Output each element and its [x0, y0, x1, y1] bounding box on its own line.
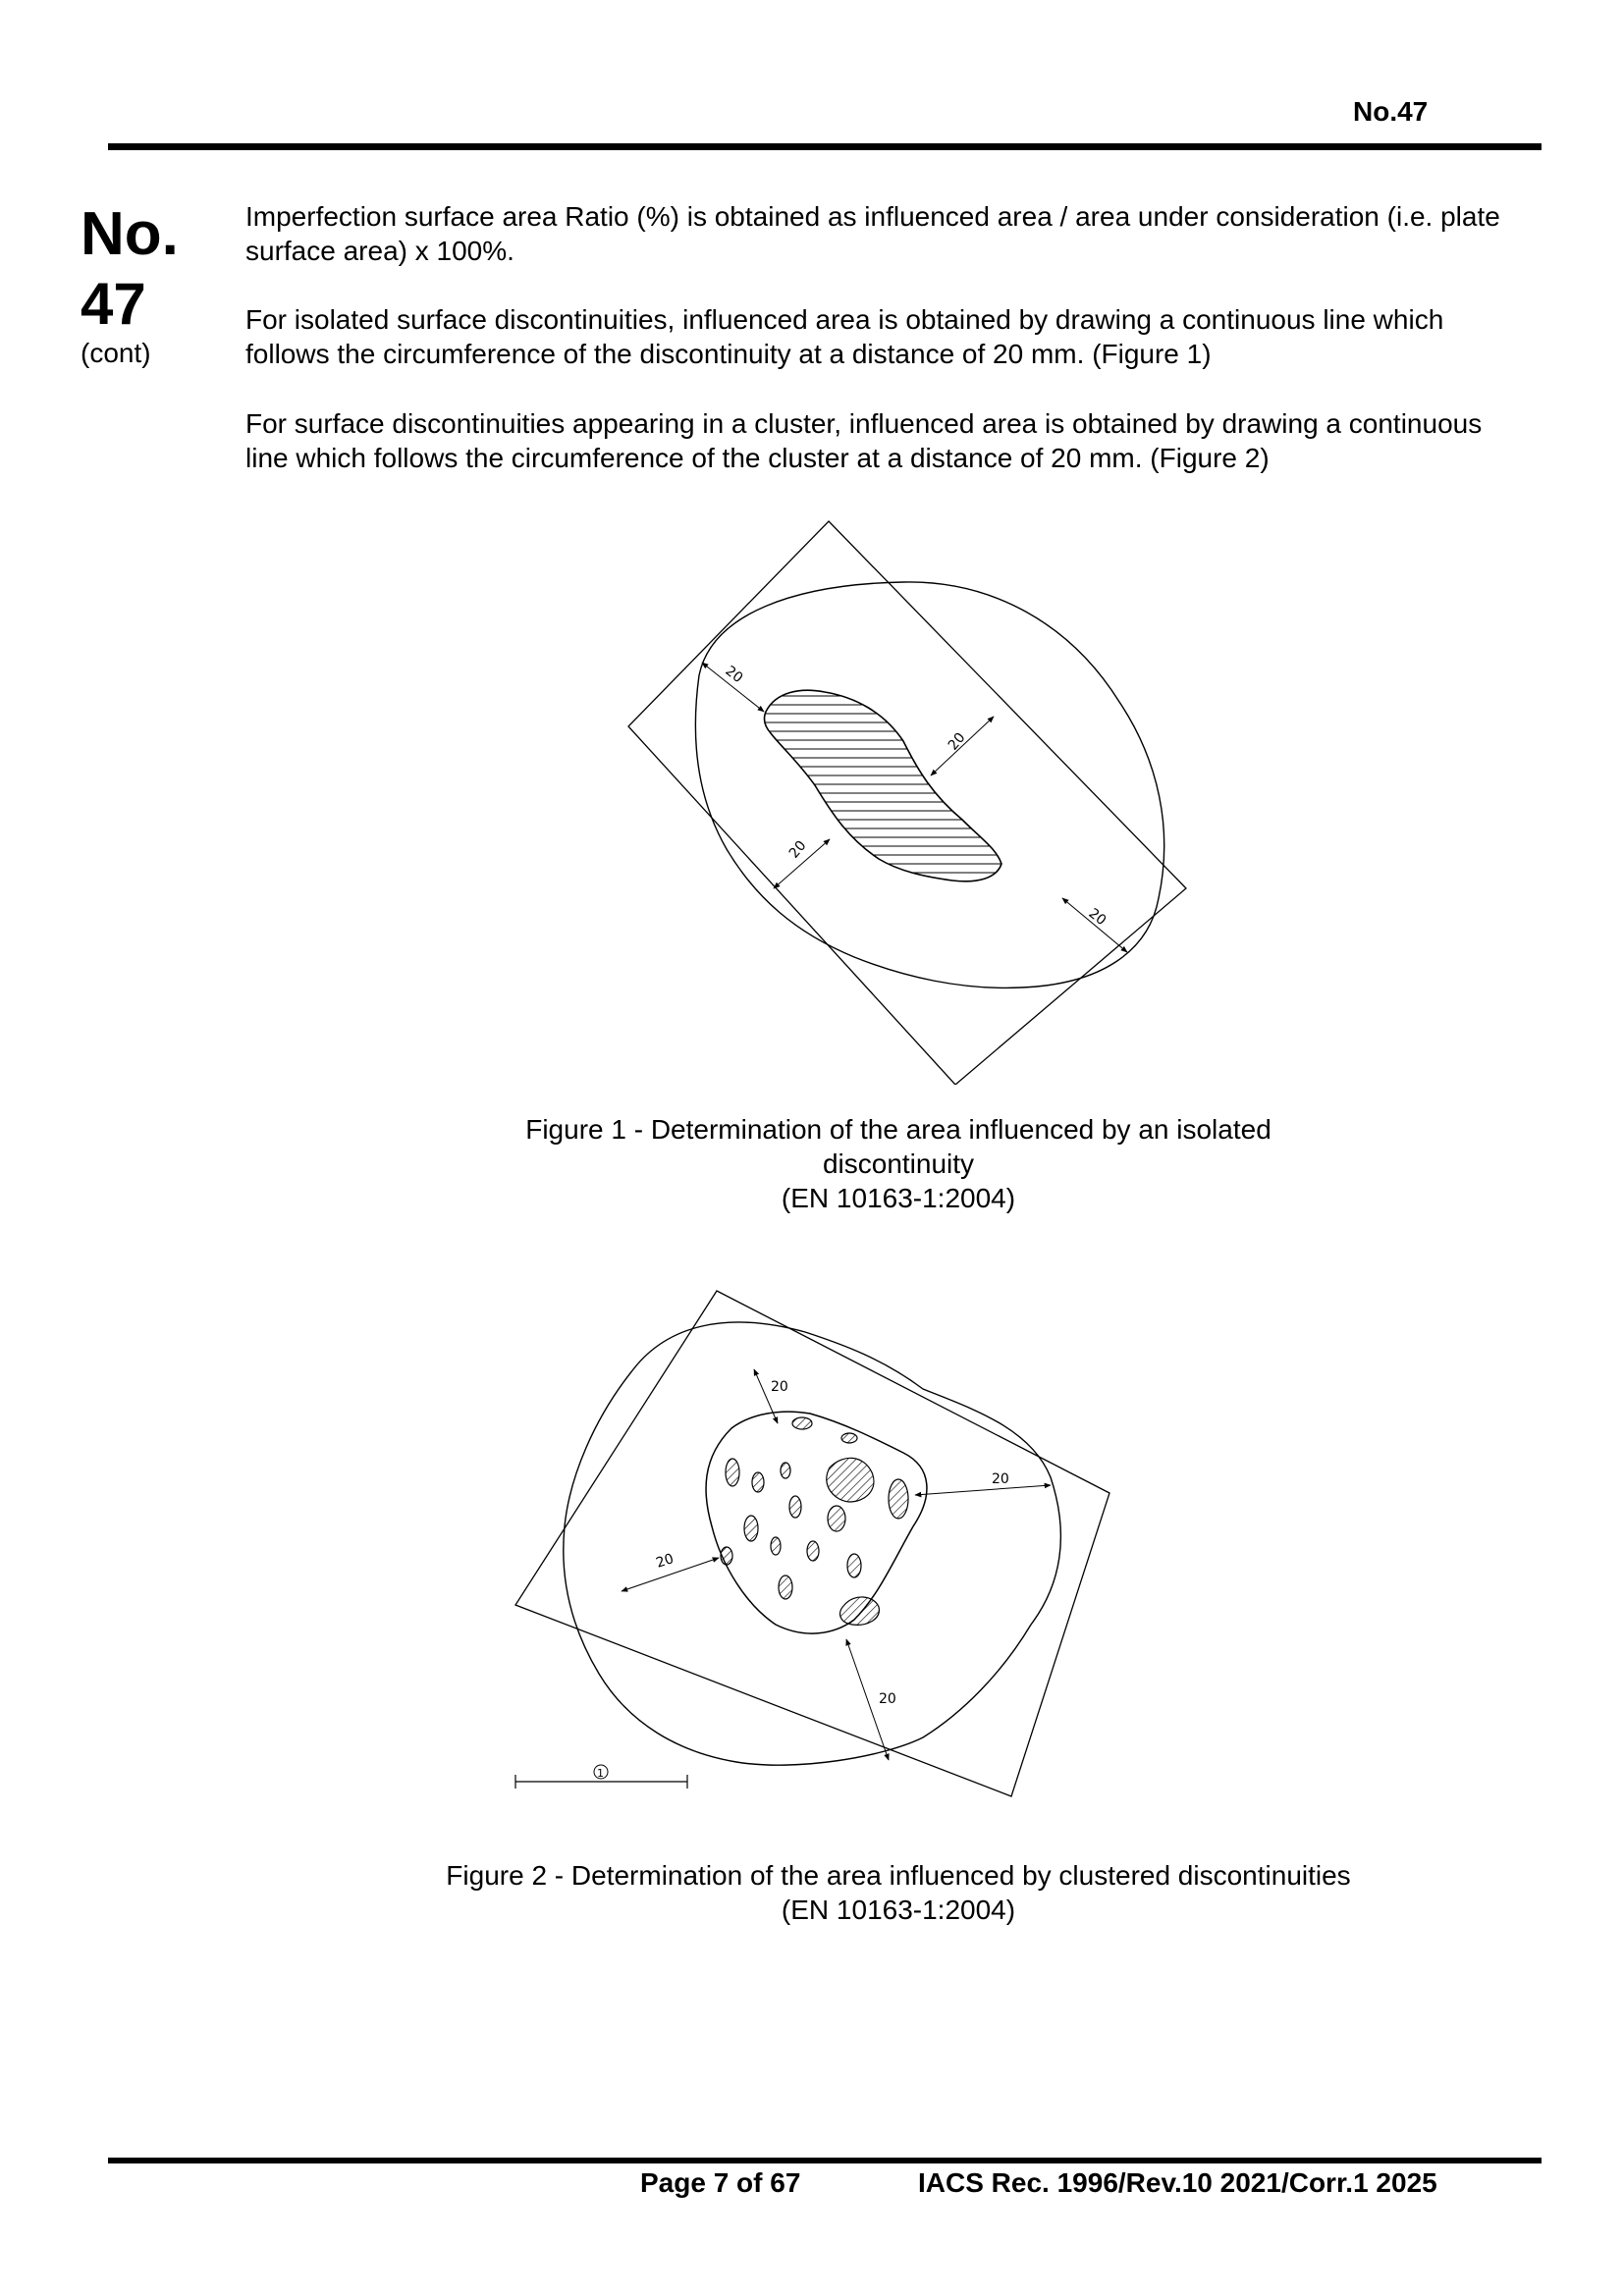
sidebar-no: No.: [81, 200, 179, 268]
figure-2-dimension-right: [915, 1485, 1051, 1495]
sidebar-number: 47: [81, 271, 146, 337]
figure-2-dimension-label: 20: [654, 1551, 676, 1572]
figure-2-discontinuity-spot: [807, 1541, 819, 1561]
figure-2-discontinuity-spot: [744, 1516, 758, 1541]
figure-1-dimension-label: 20: [1085, 905, 1109, 930]
figure-2-diagram: [501, 1281, 1139, 1811]
figure-1-dimension-label: 20: [785, 837, 810, 862]
figure-2-discontinuity-spot: [828, 1506, 845, 1531]
figure-2-discontinuity-spot: [781, 1463, 790, 1478]
figure-2-discontinuity-spot: [889, 1479, 908, 1519]
figure-2-discontinuity-spot: [752, 1472, 764, 1492]
figure-2-discontinuity-spot: [726, 1459, 739, 1486]
figure-2-cluster-boundary: [706, 1412, 927, 1633]
footer-rule: [108, 2158, 1542, 2163]
figure-2-dimension-label: 20: [771, 1379, 788, 1395]
paragraph-cluster: For surface discontinuities appearing in a cluster, influenced area is obtained by drawing a continuous line which follows the circumference of the cluster at a distance of 20 mm. (Figure 2): [245, 408, 1483, 473]
figure-1-caption-line: Figure 1 - Determination of the area influenced by an isolated: [525, 1114, 1271, 1145]
figure-2-discontinuity-spot: [721, 1547, 732, 1565]
footer-page-number: Page 7 of 67: [640, 2167, 801, 2198]
footer-reference: IACS Rec. 1996/Rev.10 2021/Corr.1 2025: [918, 2167, 1437, 2198]
figure-2-discontinuity-spot: [847, 1554, 861, 1577]
figure-2-caption: [245, 1858, 1551, 1927]
figure-2-dimension-label: 20: [879, 1691, 896, 1707]
paragraph-ratio: Imperfection surface area Ratio (%) is obtained as influenced area / area under consideration (i.e. plate surface area) x 100%.: [245, 201, 1500, 266]
figure-2-discontinuity-spot: [779, 1575, 792, 1599]
figure-2-discontinuity-spot: [840, 1597, 880, 1625]
sidebar-cont: (cont): [81, 338, 151, 368]
figure-1-caption-line: (EN 10163-1:2004): [781, 1183, 1016, 1213]
figure-2-discontinuity-spot: [841, 1433, 857, 1443]
figure-1-dimension-label: 20: [722, 663, 746, 687]
figure-2-caption-line: (EN 10163-1:2004): [781, 1895, 1016, 1925]
header-doc-number: No.47: [1353, 96, 1429, 127]
figure-2-discontinuity-spot: [827, 1458, 874, 1502]
header-rule: [108, 143, 1542, 150]
figure-2-dimension-label: 20: [992, 1471, 1009, 1487]
figure-1-dimension-label: 20: [945, 729, 969, 754]
figure-2-discontinuity-spot: [789, 1496, 801, 1518]
figure-2-discontinuity-spot: [792, 1417, 812, 1429]
paragraph-isolated: For isolated surface discontinuities, influenced area is obtained by drawing a continuous line which follows the circumference of the discontinuity at a distance of 20 mm. (Figure 1): [245, 304, 1444, 369]
figure-1-caption-line: discontinuity: [822, 1148, 975, 1179]
figure-1-caption: [245, 1112, 1551, 1215]
figure-2-discontinuity-spot: [771, 1537, 781, 1555]
figure-1-diagram: [609, 515, 1198, 1085]
figure-2-scale-marker: 1: [597, 1767, 604, 1780]
figure-2-caption-line: Figure 2 - Determination of the area influenced by clustered discontinuities: [446, 1860, 1351, 1891]
